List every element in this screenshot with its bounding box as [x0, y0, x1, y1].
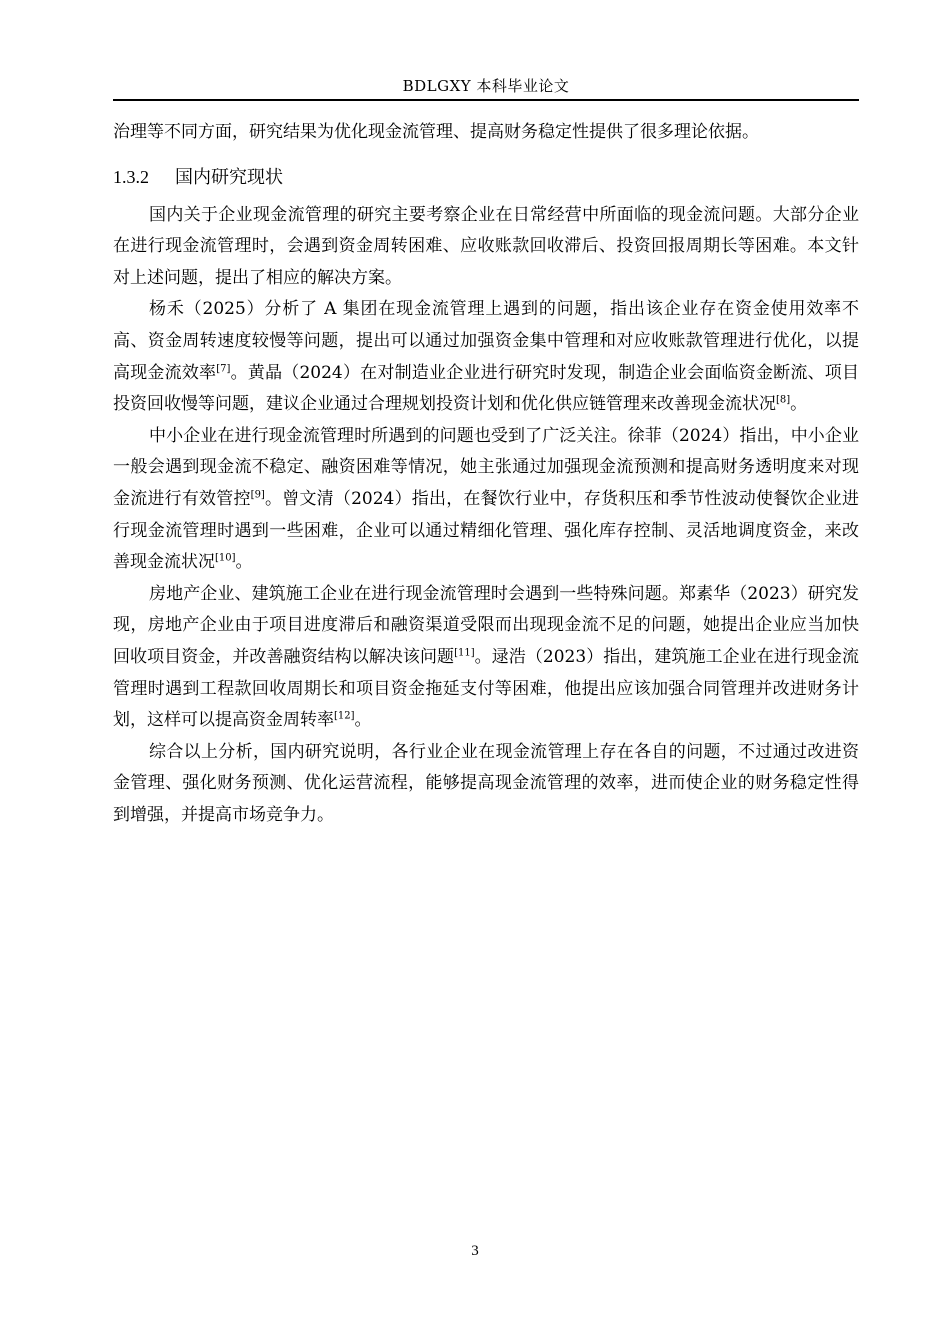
paragraph-text: 。曾文清（2024）指出，在餐饮行业中，存货积压和季节性波动使餐饮企业进行现金流管理时遇到一些困难，企业可以通过精细化管理、强化库存控制、灵活地调度资金，来改善现金流状况 — [113, 488, 859, 573]
citation-marker[interactable]: [11] — [454, 647, 475, 659]
paragraph-text: 。 — [235, 552, 253, 573]
paragraph-text: 。 — [790, 394, 808, 415]
citation-marker[interactable]: [12] — [334, 710, 355, 722]
citation-marker[interactable]: [8] — [776, 394, 791, 406]
running-header: BDLGXY 本科毕业论文 — [402, 77, 570, 95]
paragraph-text: 。黄晶（2024）在对制造业企业进行研究时发现，制造企业会面临资金断流、项目投资回收慢等问题，建议企业通过合理规划投资计划和优化供应链管理来改善现金流状况 — [113, 362, 860, 415]
paragraph-text: 国内关于企业现金流管理的研究主要考察企业在日常经营中所面临的现金流问题。大部分企业在进行现金流管理时，会遇到资金周转困难、应收账款回收滞后、投资回报周期长等困难。本文针对上述问题，提出了相应的解决方案。 — [113, 204, 859, 288]
citation-marker[interactable]: [10] — [215, 552, 236, 564]
citation-marker[interactable]: [9] — [250, 489, 265, 501]
body-paragraph — [113, 294, 859, 420]
citation-marker[interactable]: [7] — [216, 362, 231, 374]
paragraph-text: 杨禾（2025）分析了 A 集团在现金流管理上遇到的问题，指出该企业存在资金使用效率不高、资金周转速度较慢等问题，提出可以通过加强资金集中管理和对应收账款管理进行优化，以提高现金流效率 — [113, 299, 859, 383]
header-rule — [113, 99, 859, 101]
body-paragraph — [113, 737, 859, 832]
paragraph-text: 。逯浩（2023）指出，建筑施工企业在进行现金流管理时遇到工程款回收周期长和项目资金拖延支付等困难，他提出应该加强合同管理并改进财务计划，这样可以提高资金周转率 — [113, 646, 860, 731]
lead-paragraph: 治理等不同方面，研究结果为优化现金流管理、提高财务稳定性提供了很多理论依据。 — [113, 122, 759, 142]
page-number: 3 — [471, 1243, 479, 1259]
paragraph-text: 中小企业在进行现金流管理时所遇到的问题也受到了广泛关注。徐菲（2024）指出，中小企业一般会遇到现金流不稳定、融资困难等情况，她主张通过加强现金流预测和提高财务透明度来对现金流进行有效管控 — [113, 425, 859, 509]
section-number: 1.3.2 — [113, 166, 149, 187]
paragraph-list — [113, 200, 859, 832]
section-title: 国内研究现状 — [175, 166, 283, 188]
section-heading — [113, 161, 859, 194]
body-paragraph — [113, 579, 859, 737]
body-paragraph — [113, 200, 859, 295]
paragraph-text: 房地产企业、建筑施工企业在进行现金流管理时会遇到一些特殊问题。郑素华（2023）研究发现，房地产企业由于项目进度滞后和融资渠道受限而出现现金流不足的问题，她提出企业应当加快回收项目资金，并改善融资结构以解决该问题 — [113, 583, 859, 667]
paragraph-text: 。 — [354, 710, 372, 731]
body-content — [113, 117, 859, 831]
paragraph-text: 综合以上分析，国内研究说明，各行业企业在现金流管理上存在各自的问题，不过通过改进资金管理、强化财务预测、优化运营流程，能够提高现金流管理的效率，进而使企业的财务稳定性得到增强，并提高市场竞争力。 — [113, 741, 859, 825]
body-paragraph — [113, 421, 859, 579]
